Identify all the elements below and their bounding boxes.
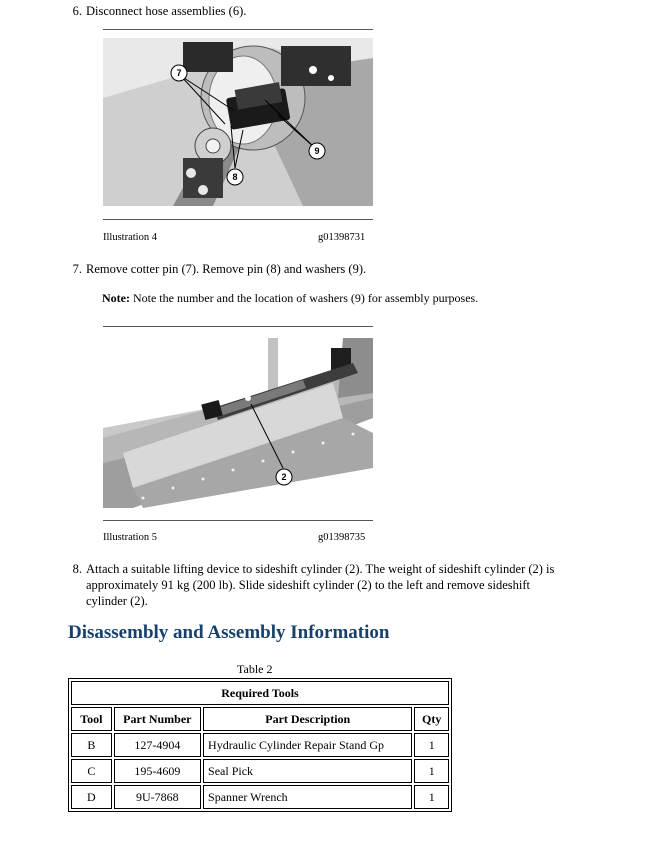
step-text-line: approximately 91 kg (200 lb). Slide sideshift cylinder (2) to the left and remove sideshift	[86, 578, 530, 592]
tool-cell: D	[71, 785, 112, 809]
illustration-5-code: g01398735	[318, 532, 366, 543]
column-header: Qty	[414, 707, 449, 731]
section-heading: Disassembly and Assembly Information	[68, 622, 390, 643]
figure-top-rule	[103, 29, 373, 30]
illustration-4-code: g01398731	[318, 232, 366, 243]
note-text: Note the number and the location of washers (9) for assembly purposes.	[129, 291, 479, 305]
table-row	[71, 759, 449, 783]
callout-9: 9	[314, 146, 320, 156]
step-8	[64, 561, 644, 611]
tool-cell: B	[71, 733, 112, 757]
step-text-line: cylinder (2).	[86, 594, 148, 608]
column-header: Part Description	[203, 707, 412, 731]
illustration-5-image	[103, 338, 373, 508]
table-caption: Required Tools	[71, 681, 449, 705]
part-description-cell: Spanner Wrench	[203, 785, 412, 809]
figure-bottom-rule	[103, 219, 373, 220]
callout-8: 8	[232, 172, 238, 182]
step-number: 7.	[72, 262, 82, 276]
illustration-5-caption: Illustration 5	[103, 532, 157, 543]
step-7	[64, 261, 624, 277]
figure-top-rule	[103, 326, 373, 327]
qty-cell: 1	[414, 785, 449, 809]
table-title: Table 2	[237, 662, 273, 676]
callout-2: 2	[281, 472, 287, 482]
table-row	[71, 733, 449, 757]
qty-cell: 1	[414, 733, 449, 757]
part-number-cell: 9U-7868	[114, 785, 201, 809]
step-number: 6.	[72, 4, 82, 18]
table-header-row	[71, 707, 449, 731]
note-paragraph	[102, 291, 642, 306]
illustration-4-image	[103, 38, 373, 206]
step-text: Remove cotter pin (7). Remove pin (8) and washers (9).	[86, 262, 367, 276]
callout-7: 7	[176, 68, 182, 78]
part-description-cell: Hydraulic Cylinder Repair Stand Gp	[203, 733, 412, 757]
qty-cell: 1	[414, 759, 449, 783]
part-number-cell: 127-4904	[114, 733, 201, 757]
required-tools-table	[68, 678, 452, 812]
tool-cell: C	[71, 759, 112, 783]
table-row	[71, 785, 449, 809]
step-6	[64, 3, 624, 19]
step-text-line: Attach a suitable lifting device to sideshift cylinder (2). The weight of sideshift cylinder (2) is	[86, 562, 555, 576]
illustration-4-caption: Illustration 4	[103, 232, 157, 243]
column-header: Part Number	[114, 707, 201, 731]
part-description-cell: Seal Pick	[203, 759, 412, 783]
column-header: Tool	[71, 707, 112, 731]
note-label: Note:	[102, 291, 130, 305]
figure-bottom-rule	[103, 520, 373, 521]
step-text: Disconnect hose assemblies (6).	[86, 4, 247, 18]
step-number: 8.	[72, 562, 82, 576]
part-number-cell: 195-4609	[114, 759, 201, 783]
